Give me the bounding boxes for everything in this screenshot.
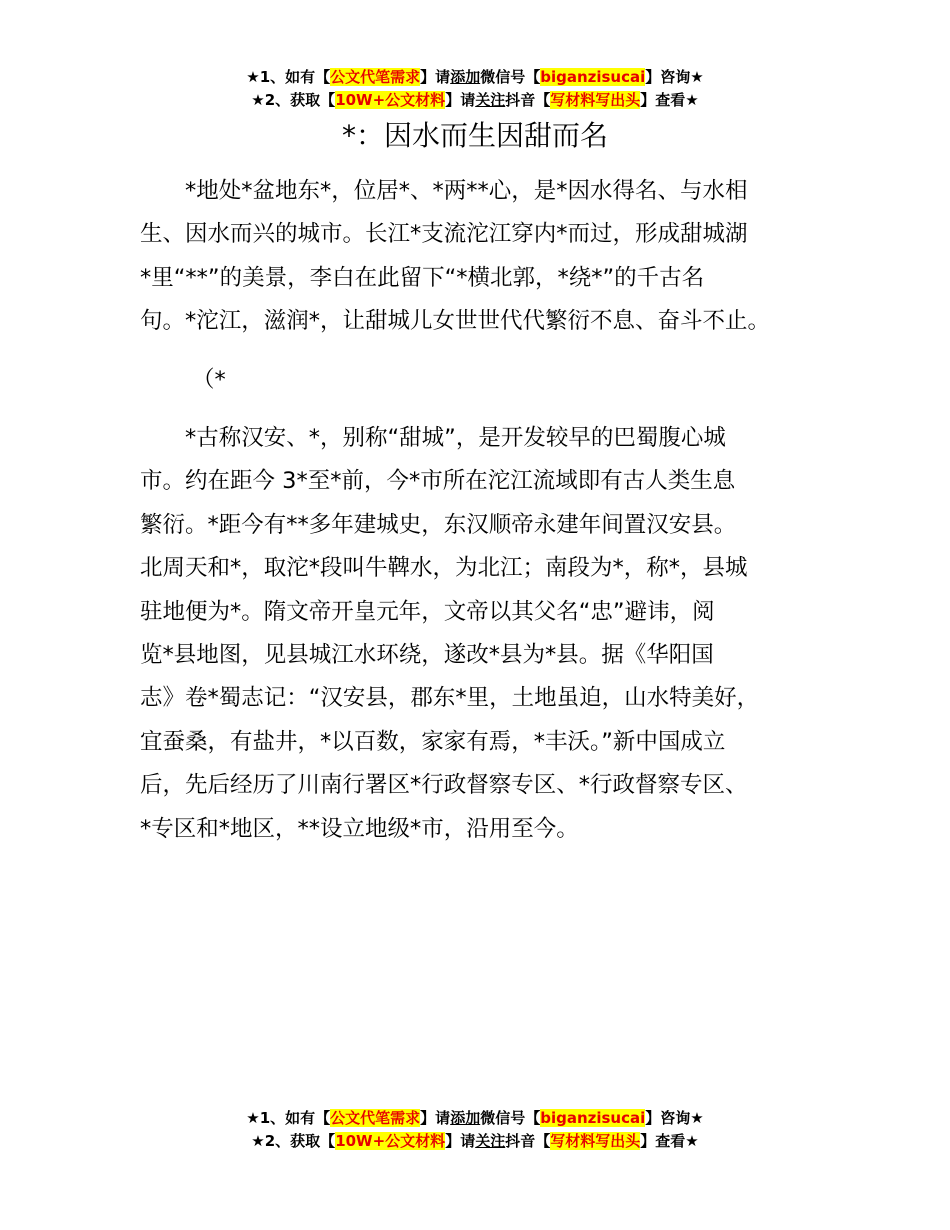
promo-text: ★2、获取【 bbox=[251, 91, 336, 109]
promo-text: ★1、如有【 bbox=[246, 68, 331, 86]
note-paragraph bbox=[140, 359, 840, 402]
footer-promo-banner bbox=[0, 1107, 950, 1153]
text-line: *古称汉安、*，别称“甜城”，是开发较早的巴蜀腹心城 bbox=[185, 425, 726, 452]
promo-text: 】查看★ bbox=[640, 91, 699, 109]
text-line: 后，先后经历了川南行署区*行政督察专区、*行政督察专区、 bbox=[140, 772, 748, 799]
promo-wechat-id: biganzisucai bbox=[540, 1109, 646, 1127]
promo-underlined: 添加 bbox=[450, 68, 481, 86]
text-line: 句。*沱江，滋润*，让甜城儿女世世代代繁衍不息、奋斗不止。 bbox=[140, 308, 771, 335]
document-body bbox=[140, 170, 840, 851]
document-title: *：因水而生因甜而名 bbox=[341, 119, 608, 152]
text-line: 志》卷*蜀志记：“汉安县，郡东*里，土地虽迫，山水特美好， bbox=[140, 685, 760, 712]
promo-line-2 bbox=[0, 89, 950, 112]
promo-text: 】请 bbox=[445, 1132, 476, 1150]
text-line: 驻地便为*。隋文帝开皇元年，文帝以其父名“忠”避讳，阅 bbox=[140, 598, 715, 625]
promo-text: 】咨询★ bbox=[645, 1109, 704, 1127]
text-line: （* bbox=[192, 366, 226, 393]
promo-line-1 bbox=[0, 1107, 950, 1130]
promo-highlight: 写材料写出头 bbox=[550, 91, 641, 109]
promo-line-2 bbox=[0, 1130, 950, 1153]
promo-text: 】请 bbox=[445, 91, 476, 109]
promo-underlined: 添加 bbox=[450, 1109, 481, 1127]
promo-underlined: 关注 bbox=[475, 1132, 506, 1150]
promo-text: 】请 bbox=[420, 68, 451, 86]
text-line: 市。约在距今 3*至*前，今*市所在沱江流域即有古人类生息 bbox=[140, 468, 736, 495]
promo-highlight: 公文代笔需求 bbox=[330, 68, 421, 86]
promo-highlight: 10W+公文材料 bbox=[335, 1132, 446, 1150]
text-line: 宜蚕桑，有盐井，*以百数，家家有焉，*丰沃。”新中国成立 bbox=[140, 728, 726, 755]
paragraph-2 bbox=[140, 417, 840, 851]
promo-text: 】请 bbox=[420, 1109, 451, 1127]
promo-highlight: 写材料写出头 bbox=[550, 1132, 641, 1150]
promo-wechat-id: biganzisucai bbox=[540, 68, 646, 86]
text-line: *地处*盆地东*，位居*、*两**心，是*因水得名、与水相 bbox=[185, 178, 748, 204]
promo-text: 微信号【 bbox=[480, 1109, 541, 1127]
promo-underlined: 关注 bbox=[475, 91, 506, 109]
text-line: 繁衍。*距今有**多年建城史，东汉顺帝永建年间置汉安县。 bbox=[140, 511, 737, 538]
text-line: 生、因水而兴的城市。长江*支流沱江穿内*而过，形成甜城湖 bbox=[140, 221, 748, 248]
promo-text: 抖音【 bbox=[505, 91, 551, 109]
promo-text: 】咨询★ bbox=[645, 68, 704, 86]
text-line: *专区和*地区，**设立地级*市，沿用至今。 bbox=[140, 815, 579, 842]
promo-line-1 bbox=[0, 66, 950, 89]
promo-text: 微信号【 bbox=[480, 68, 541, 86]
promo-text: 】查看★ bbox=[640, 1132, 699, 1150]
promo-text: ★2、获取【 bbox=[251, 1132, 336, 1150]
promo-highlight: 公文代笔需求 bbox=[330, 1109, 421, 1127]
text-line: 览*县地图，见县城江水环绕，遂改*县为*县。据《华阳国 bbox=[140, 642, 714, 669]
text-line: 北周天和*，取沱*段叫牛鞞水，为北江；南段为*，称*，县城 bbox=[140, 555, 748, 582]
header-promo-banner bbox=[0, 66, 950, 112]
promo-text: 抖音【 bbox=[505, 1132, 551, 1150]
promo-text: ★1、如有【 bbox=[246, 1109, 331, 1127]
paragraph-1 bbox=[140, 170, 840, 344]
text-line: *里“**”的美景，李白在此留下“*横北郭，*绕*”的千古名 bbox=[140, 264, 705, 291]
promo-highlight: 10W+公文材料 bbox=[335, 91, 446, 109]
